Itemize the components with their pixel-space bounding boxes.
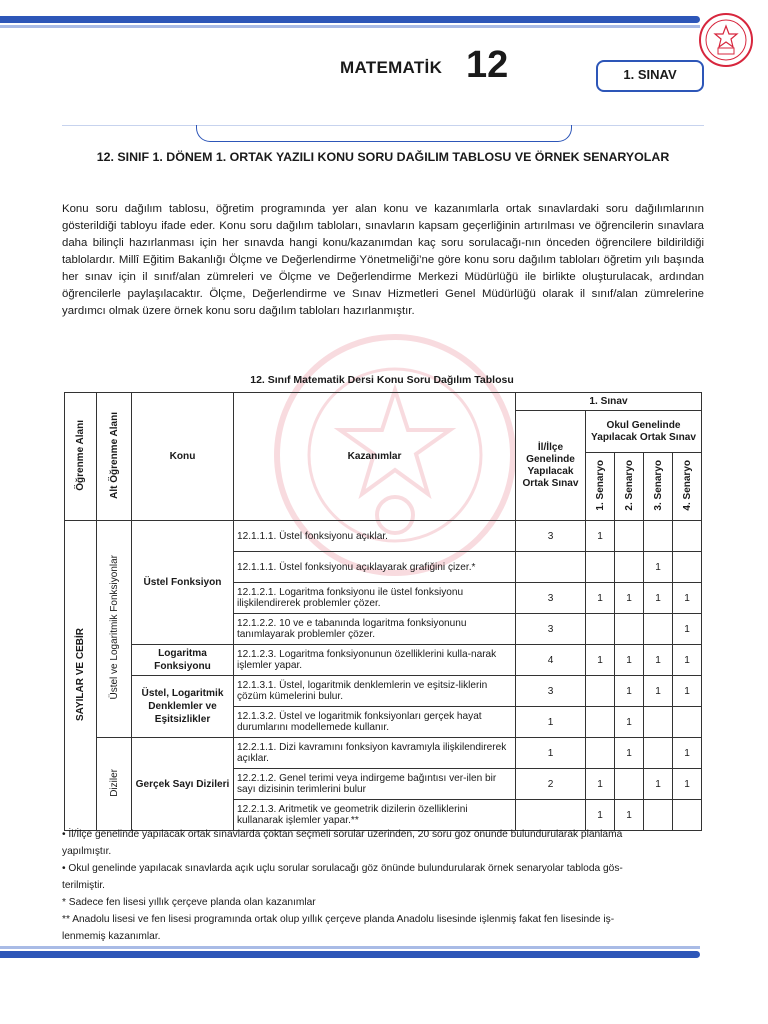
table-title: 12. Sınıf Matematik Dersi Konu Soru Dağılım Tablosu	[250, 374, 514, 386]
distribution-table	[64, 392, 702, 831]
footnote-line: terilmiştir.	[62, 880, 106, 891]
objective-cell: 12.1.3.2. Üstel ve logaritmik fonksiyonları gerçek hayat durumlarını modellemede kullanır.	[234, 707, 516, 738]
intro-line: Konu soru dağılım tablosu, öğretim programında yer alan konu ve kazanımlarla ortak sınavlardaki soru	[62, 203, 629, 215]
grade-number: 12	[466, 44, 509, 86]
topic-cell: Logaritma Fonksiyonu	[132, 645, 234, 676]
province-count-cell: 4	[516, 645, 586, 676]
intro-line: dağılımlarının gösterildiği tabloyu ifade eder. Konu soru dağılım tabloları, sınavların kapsam geçerliğinin artırılması	[62, 203, 704, 232]
scenario-cell: 1	[586, 583, 615, 614]
scenario-cell: 1	[644, 676, 673, 707]
province-count-cell: 2	[516, 769, 586, 800]
scenario-cell	[673, 707, 702, 738]
footnote-line: * Sadece fen lisesi yıllık çerçeve planda olan kazanımlar	[62, 897, 316, 908]
exam-tab	[596, 60, 704, 92]
scenario-cell	[586, 614, 615, 645]
scenario-cell: 1	[586, 645, 615, 676]
scenario-cell	[673, 521, 702, 552]
scenario-cell: 1	[615, 583, 644, 614]
scenario-cell: 1	[615, 800, 644, 831]
objective-cell: 12.1.1.1. Üstel fonksiyonu açıklar.	[234, 521, 516, 552]
scenario-cell: 1	[644, 583, 673, 614]
scenario-cell: 1	[586, 800, 615, 831]
topic-cell: Üstel Fonksiyon	[132, 521, 234, 645]
province-count-cell: 3	[516, 614, 586, 645]
exam-tab-label: 1. SINAV	[623, 67, 677, 82]
header-learning-area: Öğrenme Alanı	[65, 393, 97, 521]
objective-cell: 12.1.2.3. Logaritma fonksiyonunun özelliklerini kulla-narak işlemler yapar.	[234, 645, 516, 676]
province-count-cell: 3	[516, 676, 586, 707]
table-row	[65, 738, 702, 769]
sub-area-cell: Diziler	[97, 738, 132, 831]
footnote-line: yapılmıştır.	[62, 846, 112, 857]
intro-line: Merkezi Müdürlüğü ile birlikte oluşturulacak, ardından öğrencilerle paylaşılacaktır. Ölçme, Değerlendirme ve	[62, 271, 705, 300]
province-count-cell: 1	[516, 707, 586, 738]
scenario-cell: 1	[644, 769, 673, 800]
scenario-cell	[644, 738, 673, 769]
objective-cell: 12.2.1.1. Dizi kavramını fonksiyon kavramıyla ilişkilendirerek açıklar.	[234, 738, 516, 769]
scenario-cell	[673, 552, 702, 583]
scenario-cell: 1	[644, 645, 673, 676]
scenario-cell: 1	[615, 676, 644, 707]
table-row	[65, 521, 702, 552]
header-scenario-2: 2. Senaryo	[615, 453, 644, 521]
footnote-line: • İl/İlçe genelinde yapılacak ortak sınavlarda çoktan seçmeli sorular üzerinden, 20 soru göz önünde bulundurularak planlama	[62, 829, 623, 840]
province-count-cell: 1	[516, 738, 586, 769]
table-row	[65, 676, 702, 707]
scenario-cell	[615, 769, 644, 800]
header-exam: 1. Sınav	[516, 393, 702, 411]
scenario-cell: 1	[673, 738, 702, 769]
top-decorative-bar	[0, 16, 700, 28]
scenario-cell	[586, 707, 615, 738]
header-scenario-4: 4. Senaryo	[673, 453, 702, 521]
scenario-cell: 1	[673, 583, 702, 614]
province-count-cell	[516, 552, 586, 583]
scenario-cell: 1	[673, 645, 702, 676]
scenario-cell: 1	[644, 552, 673, 583]
header-scenario-3: 3. Senaryo	[644, 453, 673, 521]
bottom-decorative-bar	[0, 946, 700, 958]
intro-line: nın önceden öğrencilere bildirildiği tablolardır. Millî Eğitim Bakanlığı Ölçme ve Değerlendirme Yönetmeliği’ne göre	[62, 237, 705, 266]
sub-area-cell: Üstel ve Logaritmik Fonksiyonlar	[97, 521, 132, 738]
objective-cell: 12.1.2.2. 10 ve e tabanında logaritma fonksiyonunu tanımlayarak problemler çözer.	[234, 614, 516, 645]
learning-area-cell: SAYILAR VE CEBİR	[65, 521, 97, 831]
header-school-exam: Okul Genelinde Yapılacak Ortak Sınav	[586, 411, 702, 453]
intro-line: ve öğrencilerin sınavlara daha bilinçli hazırlanması için her sınavda hangi konu/kazanımdan kaç soru sorulacağı-	[62, 220, 704, 249]
scenario-cell	[644, 521, 673, 552]
scenario-cell	[586, 552, 615, 583]
scenario-cell	[615, 521, 644, 552]
objective-cell: 12.1.1.1. Üstel fonksiyonu açıklayarak grafiğini çizer.*	[234, 552, 516, 583]
footnote-line: ** Anadolu lisesi ve fen lisesi programında ortak olup yıllık çerçeve planda Anadolu lisesinde işlenmiş fakat fen lisesinde iş-	[62, 914, 615, 925]
topic-cell: Üstel, Logaritmik Denklemler ve Eşitsizlikler	[132, 676, 234, 738]
scenario-cell: 1	[586, 769, 615, 800]
province-count-cell: 3	[516, 583, 586, 614]
table-row	[65, 645, 702, 676]
footnotes	[62, 826, 704, 945]
objective-cell: 12.2.1.3. Aritmetik ve geometrik dizilerin özelliklerini kullanarak işlemler yapar.**	[234, 800, 516, 831]
topic-cell: Gerçek Sayı Dizileri	[132, 738, 234, 831]
scenario-cell	[644, 707, 673, 738]
scenario-cell	[615, 614, 644, 645]
scenario-cell	[586, 676, 615, 707]
scenario-cell: 1	[586, 521, 615, 552]
header-objectives: Kazanımlar	[234, 393, 516, 521]
footnote-line: • Okul genelinde yapılacak sınavlarda açık uçlu sorular sorulacağı göz önünde bulundurularak örnek senaryolar tabloda gös-	[62, 863, 623, 874]
province-count-cell: 3	[516, 521, 586, 552]
header-province-exam: İl/İlçe Genelinde Yapılacak Ortak Sınav	[516, 411, 586, 521]
scenario-cell	[615, 552, 644, 583]
header-brace	[196, 125, 572, 142]
footnote-line: lenmemiş kazanımlar.	[62, 931, 161, 942]
scenario-cell: 1	[615, 707, 644, 738]
objective-cell: 12.1.3.1. Üstel, logaritmik denklemlerin ve eşitsiz-liklerin çözüm kümelerini bulur.	[234, 676, 516, 707]
page-title: 12. SINIF 1. DÖNEM 1. ORTAK YAZILI KONU SORU DAĞILIM TABLOSU VE ÖRNEK SENARYOLAR	[96, 150, 670, 164]
intro-line: konu soru dağılım tabloları öğretim yılı başında her sınav için il sınıf/alan zümreleri ve Ölçme ve Değerlendirme	[62, 254, 704, 283]
objective-cell: 12.2.1.2. Genel terimi veya indirgeme bağıntısı ver-ilen bir sayı dizisinin terimlerini bulur	[234, 769, 516, 800]
scenario-cell: 1	[673, 769, 702, 800]
objective-cell: 12.1.2.1. Logaritma fonksiyonu ile üstel fonksiyonu ilişkilendirerek problemler çözer.	[234, 583, 516, 614]
ministry-seal-icon	[698, 12, 754, 68]
scenario-cell	[586, 738, 615, 769]
scenario-cell	[644, 614, 673, 645]
scenario-cell: 1	[673, 676, 702, 707]
scenario-cell: 1	[615, 738, 644, 769]
intro-line: Sınav Hizmetleri Genel Müdürlüğü olarak il sınıf/alan zümrelerine yardımcı olmak üzere örnek konu soru dağılım	[62, 288, 704, 317]
intro-line: tabloları hazırlanmıştır.	[299, 305, 415, 317]
header-sub-learning-area: Alt Öğrenme Alanı	[97, 393, 132, 521]
header-topic: Konu	[132, 393, 234, 521]
scenario-cell: 1	[615, 645, 644, 676]
subject-title: MATEMATİK	[340, 58, 443, 77]
intro-paragraph	[62, 201, 704, 320]
header-scenario-1: 1. Senaryo	[586, 453, 615, 521]
scenario-cell: 1	[673, 614, 702, 645]
